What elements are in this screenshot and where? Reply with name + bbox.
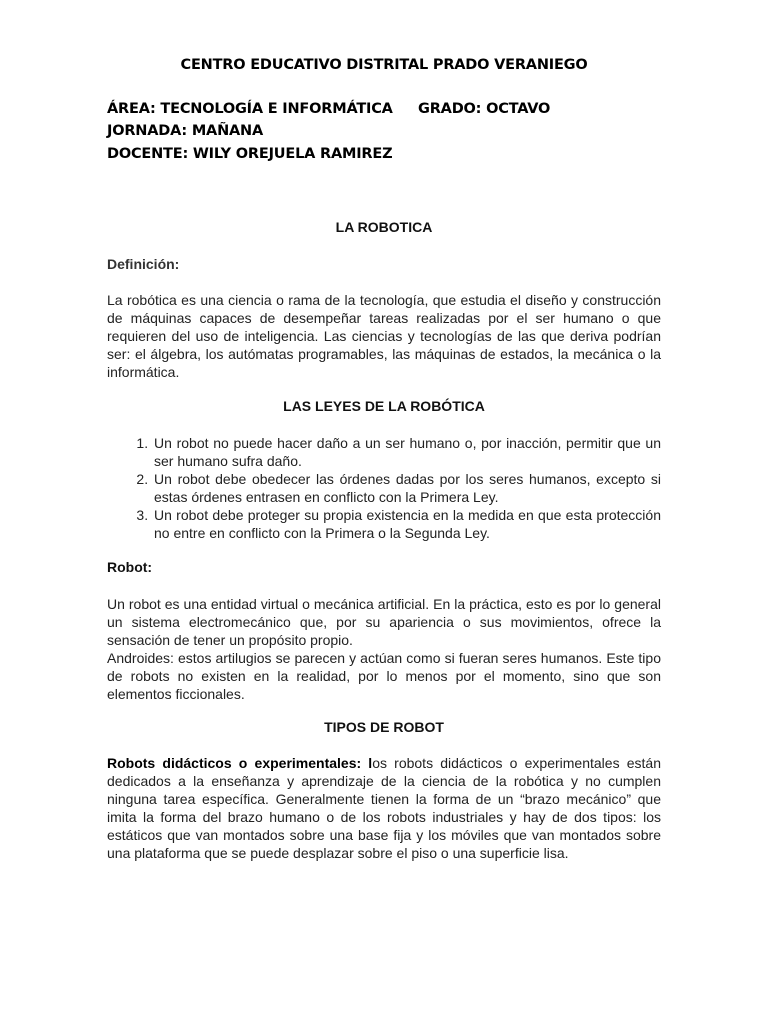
types-text bbox=[107, 754, 661, 862]
types-heading: TIPOS DE ROBOT bbox=[324, 719, 444, 735]
page-title: LA ROBOTICA bbox=[335, 219, 433, 235]
law-item: 2. Un robot debe obedecer las órdenes dadas por los seres humanos, excepto si estas órdenes entrasen en conflicto con la Primera Ley. bbox=[152, 470, 661, 506]
laws-list bbox=[107, 434, 661, 542]
robot-paragraph-1: Un robot es una entidad virtual o mecánica artificial. En la práctica, esto es por lo general un sistema electromecánico que, por su apariencia o sus movimientos, ofrece la sensación de tener un propósito propio. bbox=[107, 596, 661, 648]
law-item: 3. Un robot debe proteger su propia existencia en la medida en que esta protección no entre en conflicto con la Primera o la Segunda Ley. bbox=[152, 506, 661, 542]
definition-paragraph: La robótica es una ciencia o rama de la tecnología, que estudia el diseño y construcción de máquinas capaces de desempeñar tareas realizadas por el ser humano o que requieren del uso de inteligencia. Las ciencias y tecnologías de las que deriva podrían ser: el álgebra, los autómatas programables, las máquinas de estados, la mecánica o la informática. bbox=[107, 292, 661, 380]
didactic-text: os robots didácticos o experimentales están dedicados a la enseñanza y aprendizaje de la ciencia de la robótica y no cumplen ninguna tarea específica. Generalmente tienen la forma de un “brazo mecánico” que imita la forma del brazo humano o de los robots industriales y hay de dos tipos: los estáticos que van montados sobre una base fija y los móviles que van montados sobre una plataforma que se puede desplazar sobre el piso o una superficie lisa. bbox=[107, 755, 661, 861]
teacher-label: DOCENTE: WILY OREJUELA RAMIREZ bbox=[107, 146, 393, 162]
area-label: ÁREA: TECNOLOGÍA E INFORMÁTICA bbox=[107, 101, 393, 117]
grade-label: GRADO: OCTAVO bbox=[418, 101, 551, 117]
laws-heading: LAS LEYES DE LA ROBÓTICA bbox=[283, 398, 485, 414]
law-item: 1. Un robot no puede hacer daño a un ser humano o, por inacción, permitir que un ser humano sufra daño. bbox=[152, 434, 661, 470]
definition-text bbox=[107, 291, 661, 381]
didactic-label: Robots didácticos o experimentales: l bbox=[107, 755, 373, 771]
shift-label: JORNADA: MAÑANA bbox=[107, 123, 263, 139]
robot-paragraph-2: Androides: estos artilugios se parecen y actúan como si fueran seres humanos. Este tipo de robots no existen en la realidad, por lo menos por el momento, sino que son elementos ficcionales. bbox=[107, 650, 661, 702]
school-name: CENTRO EDUCATIVO DISTRITAL PRADO VERANIEGO bbox=[180, 57, 588, 73]
didactic-paragraph bbox=[107, 754, 661, 862]
definition-heading: Definición: bbox=[107, 256, 180, 272]
robot-heading: Robot: bbox=[107, 559, 153, 575]
robot-text bbox=[107, 595, 661, 703]
